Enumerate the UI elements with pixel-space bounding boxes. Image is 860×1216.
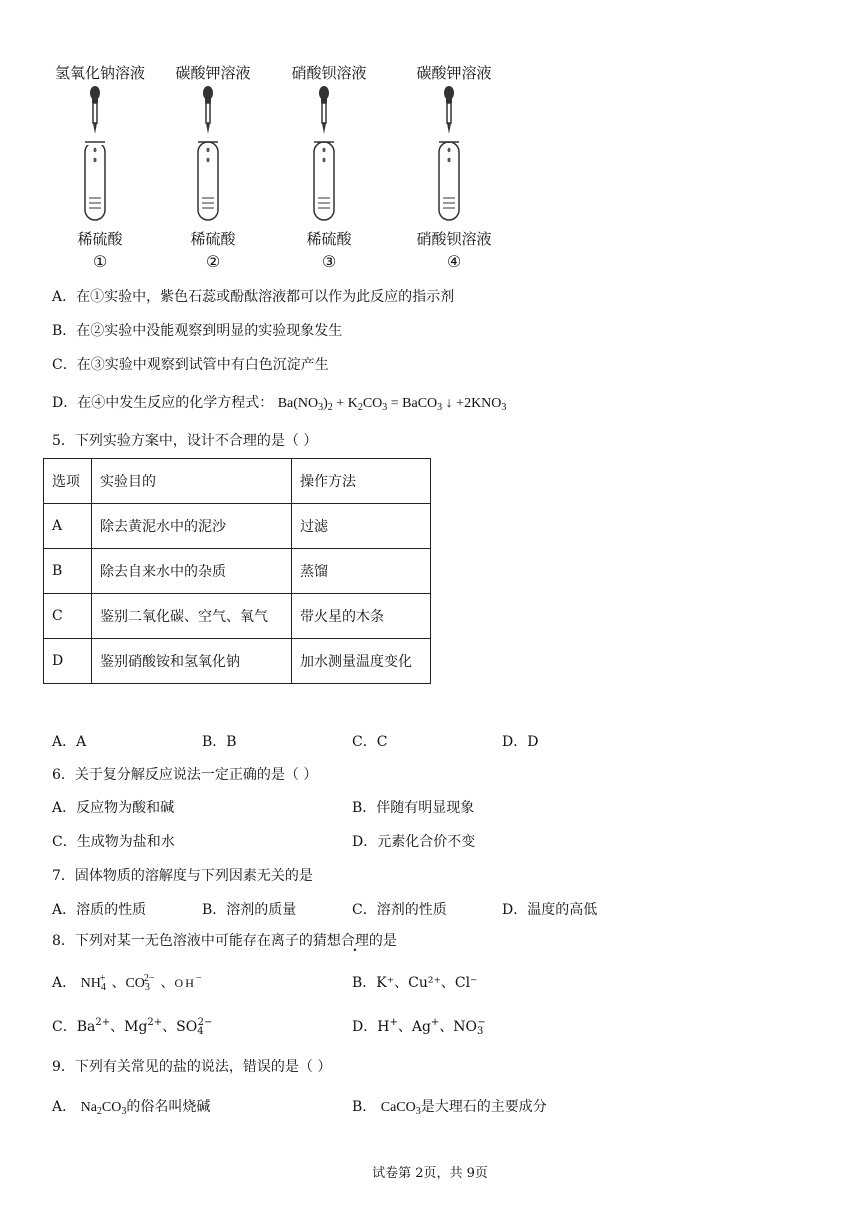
- emphasis-text: 合理: [340, 933, 369, 949]
- q7-choice-d: D．温度的高低: [502, 902, 598, 918]
- table-cell: 蒸馏: [292, 549, 431, 594]
- q4-equation: $Ba(NO_3)_2 + K_2CO_3$ = BaCO$_3$ ↓ $+2KNO_3$: [277, 396, 507, 413]
- tube-2: [153, 58, 273, 273]
- tube-4-number: ④: [446, 252, 462, 271]
- table-cell: C: [44, 594, 92, 639]
- q7-choice-c: C．溶剂的性质: [352, 902, 447, 918]
- q6-choice-a: A．反应物为酸和碱: [52, 800, 175, 816]
- q7-choice-a: A．溶质的性质: [52, 902, 147, 918]
- table-cell: 除去自来水中的杂质: [92, 549, 292, 594]
- tube-2-bottom-label: 稀硫酸: [190, 230, 236, 248]
- q8-stem: 8．下列对某一无色溶液中可能存在离子的猜想合理的是: [52, 933, 397, 949]
- table-cell: 带火星的木条: [292, 594, 431, 639]
- table-cell: B: [44, 549, 92, 594]
- tube-4: [394, 58, 514, 273]
- q8-choice-d: D．H+、Ag+、$NO_3^-$: [352, 1017, 486, 1037]
- table-row: [44, 549, 431, 594]
- table-row: [44, 504, 431, 549]
- table-cell: 鉴别二氧化碳、空气、氧气: [92, 594, 292, 639]
- q6-choice-b: B．伴随有明显现象: [352, 800, 475, 816]
- q4-option-b: B．在②实验中没能观察到明显的实验现象发生: [52, 323, 343, 339]
- q4-option-d: [52, 392, 506, 413]
- table-cell: 鉴别硝酸铵和氢氧化钠: [92, 639, 292, 684]
- tube-1-top-label: 氢氧化钠溶液: [54, 64, 145, 82]
- q4-option-c: C．在③实验中观察到试管中有白色沉淀产生: [52, 357, 329, 373]
- table-cell: 过滤: [292, 504, 431, 549]
- dropper-and-tube-icon: [309, 84, 349, 224]
- dropper-and-tube-icon: [80, 84, 120, 224]
- q5-table: [43, 458, 431, 684]
- q8-choice-c: C．$Ba^{2+}$、$Mg^{2+}$、$SO_4^{2-}$: [52, 1017, 213, 1037]
- table-cell: D: [44, 639, 92, 684]
- table-cell: 除去黄泥水中的泥沙: [92, 504, 292, 549]
- table-header-cell: 操作方法: [292, 459, 431, 504]
- table-header-cell: 选项: [44, 459, 92, 504]
- q5-choice-a: A．A: [52, 734, 87, 750]
- tube-3: [269, 58, 389, 273]
- tube-2-number: ②: [205, 252, 221, 271]
- tube-1-bottom-label: 稀硫酸: [77, 230, 123, 248]
- dropper-and-tube-icon: [434, 84, 474, 224]
- q9-choice-a: A． $Na_2CO_3$的俗名叫烧碱: [52, 1099, 211, 1117]
- q9-stem: 9．下列有关常见的盐的说法，错误的是（ ）: [52, 1059, 332, 1075]
- table-row: [44, 639, 431, 684]
- q4-option-a: A．在①实验中，紫色石蕊或酚酞溶液都可以作为此反应的指示剂: [52, 289, 455, 305]
- tube-3-number: ③: [321, 252, 337, 271]
- tube-2-top-label: 碳酸钾溶液: [175, 64, 251, 82]
- q7-stem: 7．固体物质的溶解度与下列因素无关的是: [52, 868, 313, 884]
- tube-1-number: ①: [92, 252, 108, 271]
- q6-stem: 6．关于复分解反应说法一定正确的是（ ）: [52, 767, 318, 783]
- page-footer: 试卷第 2页，共 9页: [372, 1166, 488, 1181]
- table-header-cell: 实验目的: [92, 459, 292, 504]
- table-header-row: [44, 459, 431, 504]
- q7-choice-b: B．溶剂的质量: [202, 902, 297, 918]
- q5-choice-c: C．C: [352, 734, 388, 750]
- q6-choice-c: C．生成物为盐和水: [52, 834, 175, 850]
- q9-choice-b: B． CaCO$_3$是大理石的主要成分: [352, 1099, 547, 1117]
- dropper-and-tube-icon: [193, 84, 233, 224]
- q6-choice-d: D．元素化合价不变: [352, 834, 476, 850]
- table-cell: A: [44, 504, 92, 549]
- tube-4-top-label: 碳酸钾溶液: [416, 64, 492, 82]
- tube-4-bottom-label: 硝酸钡溶液: [416, 230, 492, 248]
- tube-3-top-label: 硝酸钡溶液: [291, 64, 367, 82]
- q8-choice-a: A． $NH_4^+$ 、$CO_3^{2-}$ 、OH−: [52, 973, 202, 993]
- test-tube-figure: [40, 58, 520, 273]
- q5-stem: 5．下列实验方案中，设计不合理的是（ ）: [52, 433, 318, 449]
- tube-3-bottom-label: 稀硫酸: [306, 230, 352, 248]
- q8-choice-b: B．K⁺、Cu²⁺、Cl⁻: [352, 975, 478, 991]
- q5-choice-b: B．B: [202, 734, 237, 750]
- q4-option-d-prefix: D．在④中发生反应的化学方程式：: [52, 395, 274, 411]
- table-cell: 加水测量温度变化: [292, 639, 431, 684]
- tube-1: [40, 58, 160, 273]
- q5-choice-d: D．D: [502, 734, 539, 750]
- table-row: [44, 594, 431, 639]
